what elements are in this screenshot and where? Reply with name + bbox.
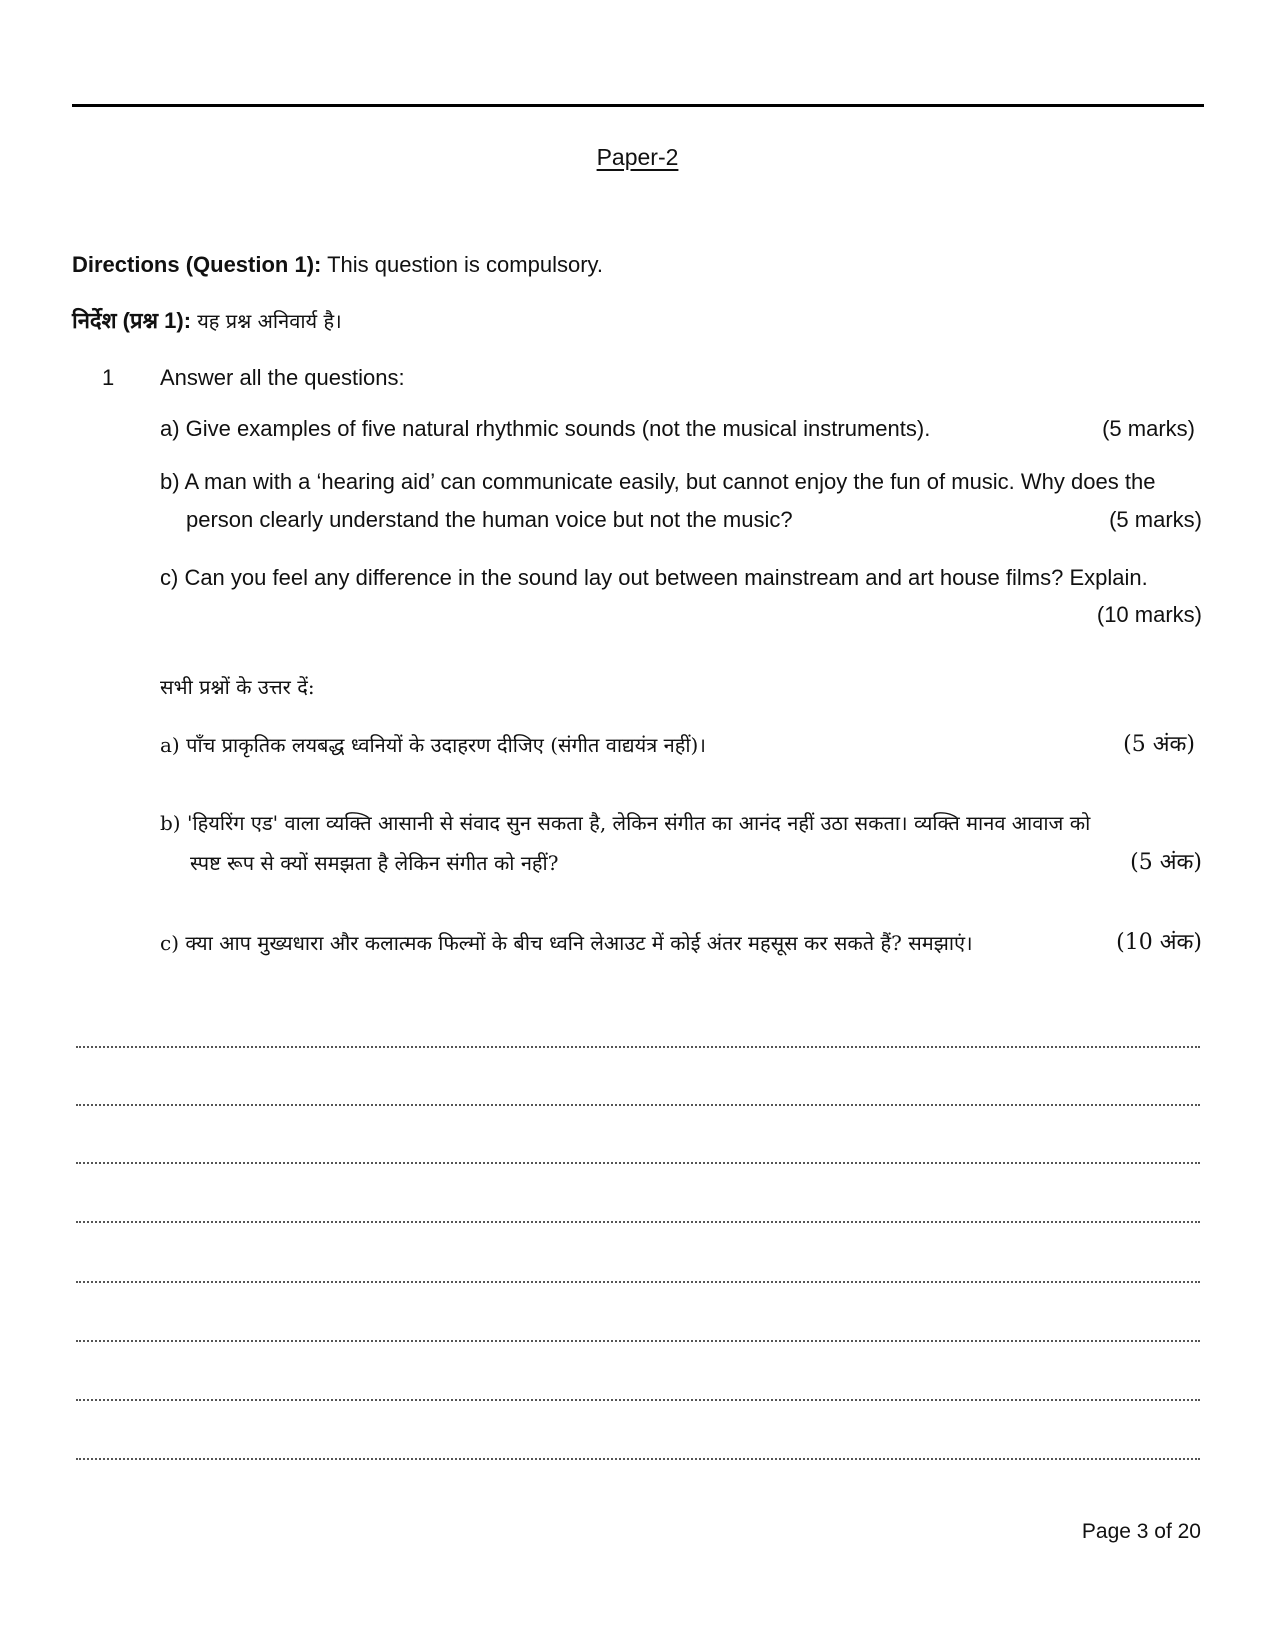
answer-line[interactable] <box>76 1221 1200 1223</box>
page-number: Page 3 of 20 <box>1081 1520 1201 1543</box>
question-1c-hi: c) क्या आप मुख्यधारा और कलात्मक फिल्मों के बीच ध्वनि लेआउट में कोई अंतर महसूस कर सकते हैं? समझाएं। <box>160 931 973 955</box>
question-1b-en-line1: b) A man with a ‘hearing aid’ can communicate easily, but cannot enjoy the fun of music. Why does the <box>160 469 1156 494</box>
question-prompt-hi: सभी प्रश्नों के उत्तर दें: <box>160 675 315 699</box>
top-rule <box>72 104 1204 107</box>
directions-en-text: This question is compulsory. <box>327 252 604 277</box>
question-1a-hi-marks: (5 अंक) <box>1123 732 1195 757</box>
directions-hi <box>72 306 342 336</box>
answer-line[interactable] <box>76 1458 1200 1460</box>
answer-line[interactable] <box>76 1340 1200 1342</box>
answer-line[interactable] <box>76 1104 1200 1106</box>
directions-en-label: Directions (Question 1): <box>72 252 322 277</box>
question-1c-hi-marks: (10 अंक) <box>1116 930 1202 955</box>
answer-line[interactable] <box>76 1162 1200 1164</box>
answer-line[interactable] <box>76 1281 1200 1283</box>
question-1b-hi-line2: स्पष्ट रूप से क्यों समझता है लेकिन संगीत को नहीं? <box>190 851 559 875</box>
question-1c-en: c) Can you feel any difference in the sound lay out between mainstream and art house films? Explain. <box>160 565 1148 590</box>
page-title: Paper-2 <box>596 144 679 170</box>
question-prompt-en: Answer all the questions: <box>160 365 405 390</box>
question-1b-en-marks: (5 marks) <box>1109 507 1202 532</box>
question-1b-en-line2: person clearly understand the human voice but not the music? <box>186 507 793 532</box>
directions-en <box>72 250 603 280</box>
question-1a-en: a) Give examples of five natural rhythmic sounds (not the musical instruments). <box>160 416 931 441</box>
answer-line[interactable] <box>76 1399 1200 1401</box>
question-1b-hi-line1: b) 'हियरिंग एड' वाला व्यक्ति आसानी से संवाद सुन सकता है, लेकिन संगीत का आनंद नहीं उठा सकता। व्यक्ति मानव आवाज को <box>160 811 1091 835</box>
question-1a-en-marks: (5 marks) <box>1102 416 1195 441</box>
directions-hi-label: निर्देश (प्रश्न 1): <box>72 308 192 333</box>
question-number: 1 <box>102 365 115 390</box>
answer-line[interactable] <box>76 1046 1200 1048</box>
directions-hi-text: यह प्रश्न अनिवार्य है। <box>197 309 342 333</box>
question-1b-hi-marks: (5 अंक) <box>1130 850 1202 875</box>
question-1a-hi: a) पाँच प्राकृतिक लयबद्ध ध्वनियों के उदाहरण दीजिए (संगीत वाद्ययंत्र नहीं)। <box>160 733 706 757</box>
question-1c-en-marks: (10 marks) <box>1096 602 1202 627</box>
